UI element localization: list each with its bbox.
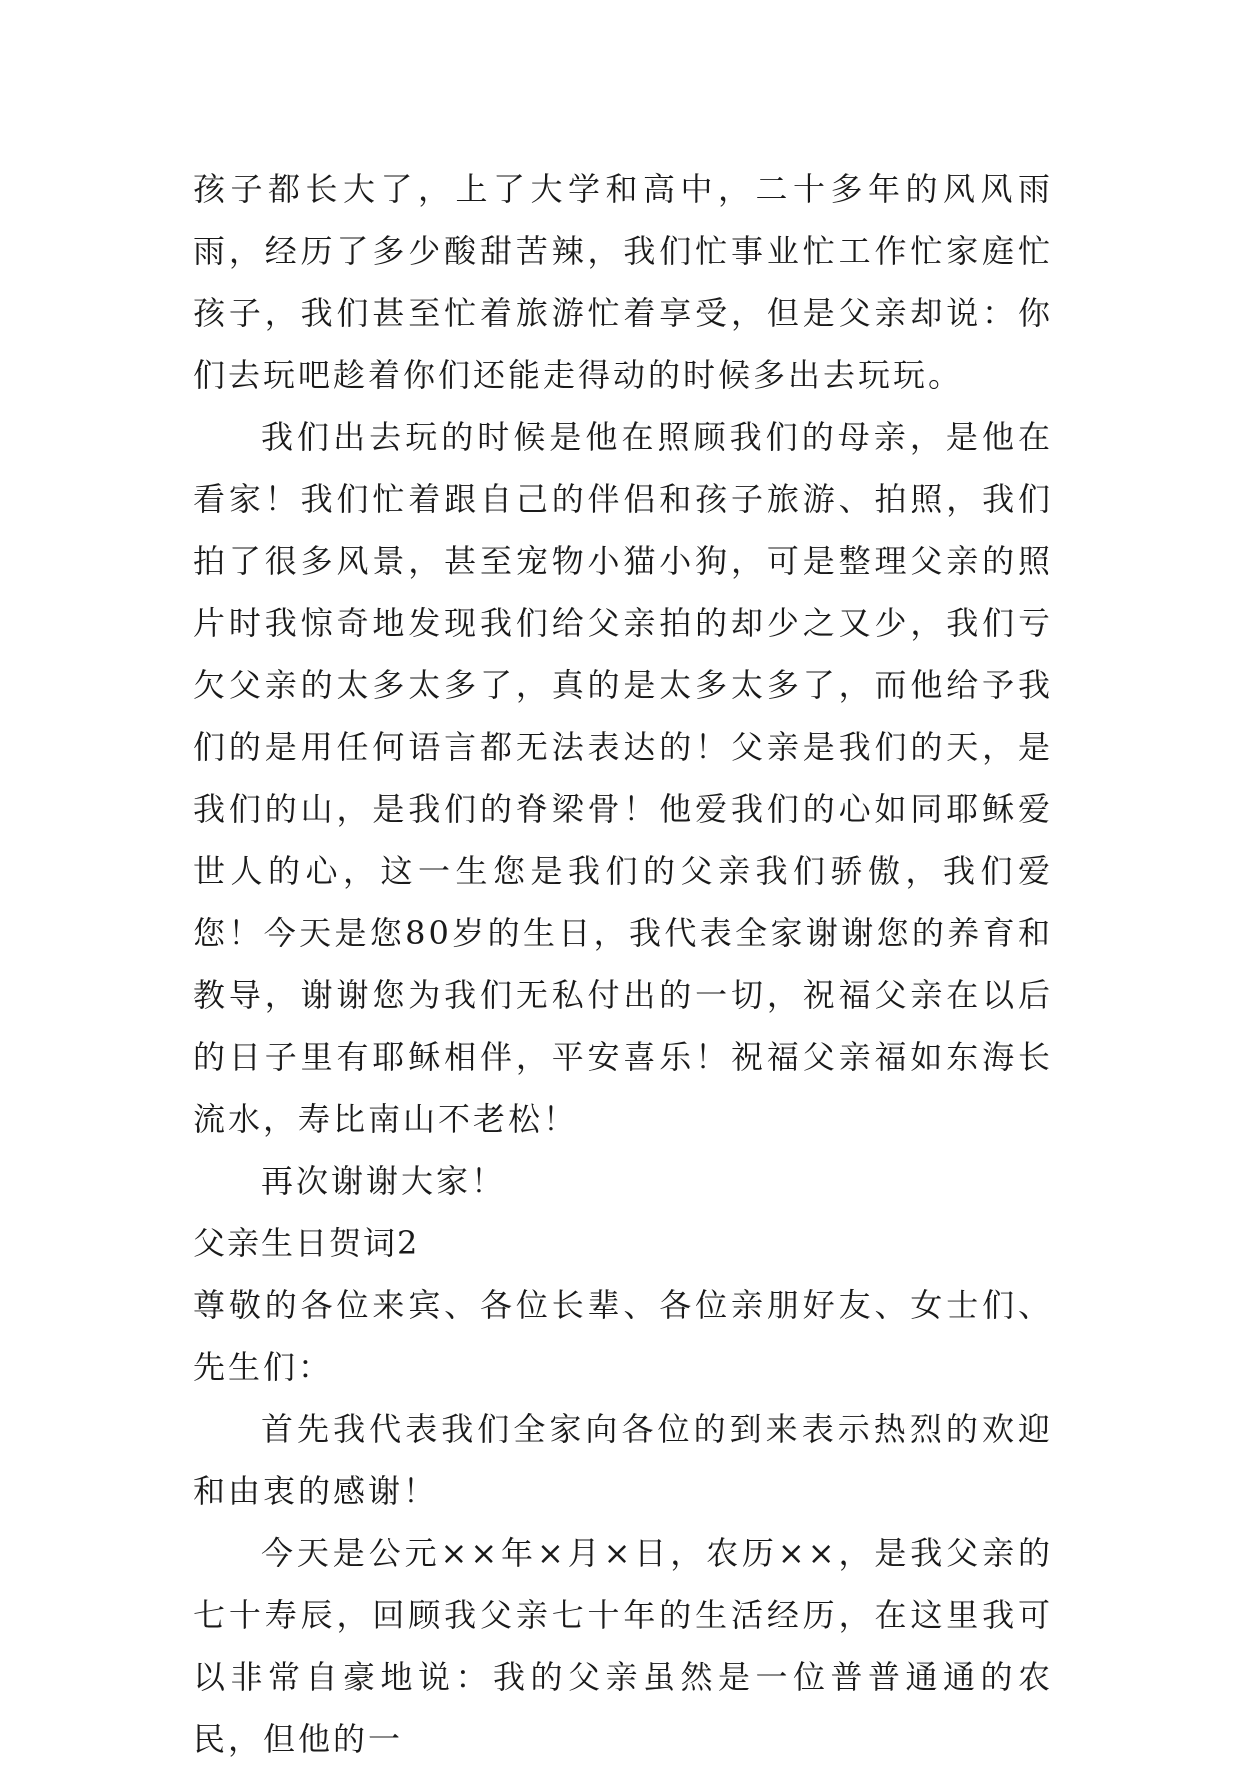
paragraph-father-care: 我们出去玩的时候是他在照顾我们的母亲，是他在看家！我们忙着跟自己的伴侣和孩子旅游、拍照，我们拍了很多风景，甚至宠物小猫小狗，可是整理父亲的照片时我惊奇地发现我们给父亲拍的却少之又少，我们亏欠父亲的太多太多了，真的是太多太多了，而他给予我们的是用任何语言都无法表达的！父亲是我们的天，是我们的山，是我们的脊梁骨！他爱我们的心如同耶稣爱世人的心，这一生您是我们的父亲我们骄傲，我们爱您！今天是您80岁的生日，我代表全家谢谢您的养育和教导，谢谢您为我们无私付出的一切，祝福父亲在以后的日子里有耶稣相伴，平安喜乐！祝福父亲福如东海长流水，寿比南山不老松！ bbox=[193, 418, 1053, 1138]
greeting-line: 尊敬的各位来宾、各位长辈、各位亲朋好友、女士们、先生们： bbox=[193, 1286, 1053, 1386]
document-body bbox=[193, 158, 1053, 1770]
section-title: 父亲生日贺词2 bbox=[193, 1224, 420, 1262]
paragraph-thanks-again: 再次谢谢大家！ bbox=[261, 1162, 507, 1200]
paragraph-continued: 孩子都长大了，上了大学和高中，二十多年的风风雨雨，经历了多少酸甜苦辣，我们忙事业忙工作忙家庭忙孩子，我们甚至忙着旅游忙着享受，但是父亲却说：你们去玩吧趁着你们还能走得动的时候多出去玩玩。 bbox=[193, 170, 1053, 394]
paragraph-welcome: 首先我代表我们全家向各位的到来表示热烈的欢迎和由衷的感谢！ bbox=[193, 1410, 1053, 1510]
paragraph-birthday-intro: 今天是公元××年×月×日，农历××，是我父亲的七十寿辰，回顾我父亲七十年的生活经历，在这里我可以非常自豪地说：我的父亲虽然是一位普普通通的农民，但他的一 bbox=[193, 1534, 1053, 1758]
